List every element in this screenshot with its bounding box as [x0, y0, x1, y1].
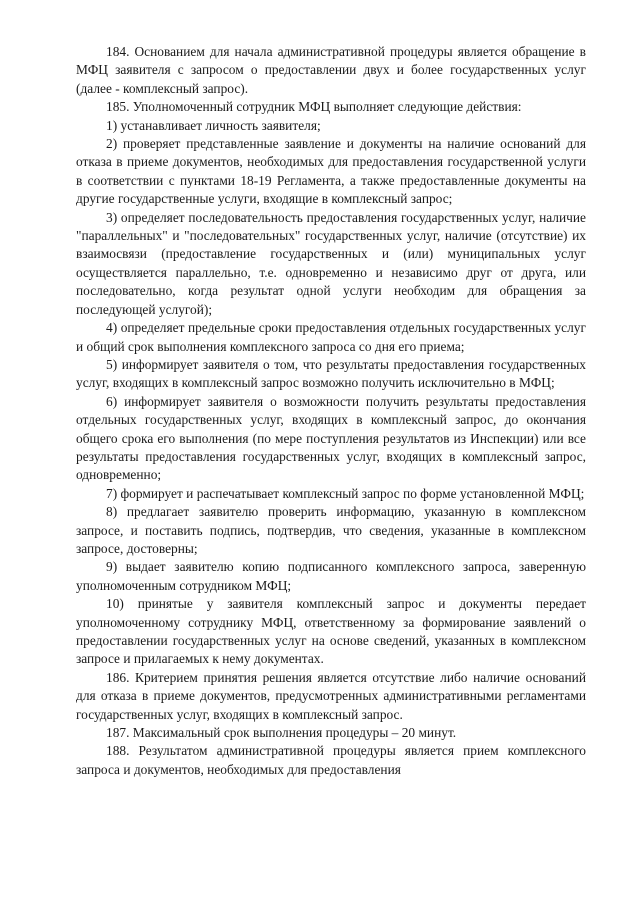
list-item-8: 8) предлагает заявителю проверить информацию, указанную в комплексном запросе, и поставить подпись, подтвердив, что сведения, указанные в комплексном запросе, достоверны;: [76, 504, 586, 556]
list-item-9: 9) выдает заявителю копию подписанного комплексного запроса, заверенную уполномоченным сотрудником МФЦ;: [76, 559, 586, 593]
list-item-6: 6) информирует заявителя о возможности получить результаты предоставления отдельных государственных услуг, входящих в комплексный запрос, до окончания общего срока его выполнения (по мере поступления результатов из Инспекции) или все результаты предоставления государственных услуг, входящих в комплексный запрос, одновременно;: [76, 393, 586, 483]
list-item-10: 10) принятые у заявителя комплексный запрос и документы передает уполномоченному сотруднику МФЦ, ответственному за формирование заявлений о предоставлении государственных услуг на основе сведений, указанных в комплексном запросе и прилагаемых к нему документах.: [76, 596, 586, 667]
document-page: [76, 43, 586, 779]
list-item-1: 1) устанавливает личность заявителя;: [106, 117, 321, 133]
list-item-4: 4) определяет предельные сроки предоставления отдельных государственных услуг и общий срок выполнения комплексного запроса со дня его приема;: [76, 320, 586, 354]
paragraph-184: 184. Основанием для начала административной процедуры является обращение в МФЦ заявителя с запросом о предоставлении двух и более государственных услуг (далее - комплексный запрос).: [76, 44, 586, 96]
list-item-7: 7) формирует и распечатывает комплексный запрос по форме установленной МФЦ;: [106, 485, 585, 501]
paragraph-187: 187. Максимальный срок выполнения процедуры – 20 минут.: [106, 725, 457, 741]
list-item-3: 3) определяет последовательность предоставления государственных услуг, наличие "параллельных" и "последовательных" государственных услуг, наличие (отсутствие) их взаимосвязи (предоставление государственных и (или) муниципальных услуг осуществляется параллельно, т.е. одновременно и независимо друг от друга, или последовательно, когда результат одной услуги необходим для обращения за последующей услугой);: [76, 209, 586, 317]
paragraph-188: 188. Результатом административной процедуры является прием комплексного запроса и документов, необходимых для предоставления: [76, 743, 586, 777]
list-item-5: 5) информирует заявителя о том, что результаты предоставления государственных услуг, входящих в комплексный запрос возможно получить исключительно в МФЦ;: [76, 356, 586, 391]
paragraph-186: 186. Критерием принятия решения является отсутствие либо наличие оснований для отказа в приеме документов, предусмотренных административными регламентами государственных услуг, входящих в комплексный запрос.: [76, 669, 586, 722]
paragraph-185: 185. Уполномоченный сотрудник МФЦ выполняет следующие действия:: [106, 99, 522, 115]
list-item-2: 2) проверяет представленные заявление и документы на наличие оснований для отказа в приеме документов, необходимых для предоставления государственной услуги в соответствии с пунктами 18-19 Регламента, а также предоставленные документы на другие государственные услуги, входящие в комплексный запрос;: [76, 136, 586, 207]
